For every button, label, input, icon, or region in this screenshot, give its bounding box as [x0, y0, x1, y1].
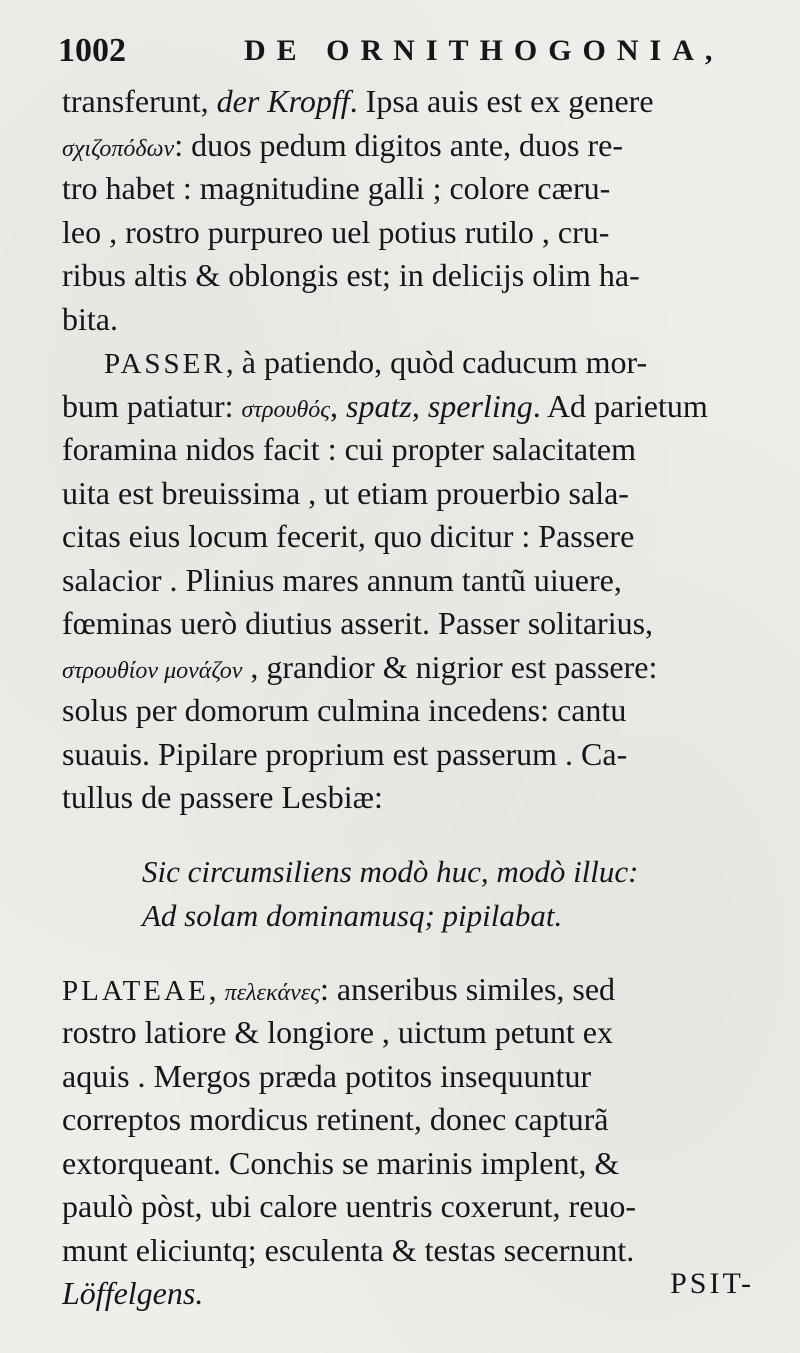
text-line: [62, 385, 762, 429]
text-line: [62, 968, 762, 1012]
text-run: ,: [330, 387, 347, 424]
verse-gap-bottom: [62, 938, 762, 968]
passage-plateae: [62, 968, 762, 1316]
greek-term: σχιζοπόδων: [62, 135, 175, 162]
running-title: DE ORNITHOGONIA,: [244, 34, 724, 67]
text-run: . Ipsa auis est ex genere: [349, 83, 654, 119]
text-run: correptos mordicus retinent, donec capturã: [62, 1101, 609, 1137]
entry-headword: PLATEAE: [62, 974, 209, 1007]
text-run: , à patiendo, quòd caducum mor-: [225, 344, 648, 380]
text-line: [62, 776, 762, 820]
text-line: [62, 254, 762, 298]
text-line: [62, 211, 762, 255]
text-line: [62, 515, 762, 559]
text-run: fœminas uerò diutius asserit. Passer solitarius,: [62, 605, 654, 641]
text-run: solus per domorum culmina incedens: cantu: [62, 692, 627, 728]
text-line: [62, 1055, 762, 1099]
text-run: leo , rostro purpureo uel potius rutilo , cru-: [62, 213, 610, 250]
text-line: [62, 1142, 762, 1186]
text-run: transferunt,: [62, 83, 217, 119]
text-line: [62, 602, 762, 646]
page-header: [58, 26, 758, 76]
verse-line: Sic circumsiliens modò huc, modò illuc:: [142, 853, 639, 889]
passage-onocrotalus-passer: [62, 80, 762, 820]
text-line: [62, 298, 762, 342]
text-run: bita.: [62, 300, 118, 337]
greek-term: πελεκάνες: [224, 979, 320, 1006]
verse-gap-top: [62, 820, 762, 850]
text-run: uita est breuissima , ut etiam prouerbio sala-: [62, 474, 629, 511]
text-run: tullus de passere Lesbiæ:: [62, 779, 383, 815]
text-run: aquis . Mergos præda potitos insequuntur: [62, 1057, 592, 1094]
body-text: [62, 80, 762, 1316]
catchword: PSIT-: [670, 1267, 754, 1300]
vernacular-term: spatz, sperling: [346, 387, 533, 424]
verse-quotation: [62, 850, 762, 938]
vernacular-term: der Kropff: [216, 83, 350, 119]
text-run: salacior . Plinius mares annum tantũ uiuere,: [62, 561, 622, 598]
text-run: ribus altis & oblongis est; in delicijs olim ha-: [62, 257, 640, 293]
text-line: [62, 559, 762, 603]
text-line: [62, 733, 762, 777]
page-number: 1002: [58, 32, 126, 69]
text-run: ,: [208, 970, 225, 1007]
verse-line: Ad solam dominamusq; pipilabat.: [142, 897, 563, 933]
text-run: . Ad parietum: [532, 387, 708, 424]
text-line: [62, 124, 762, 168]
text-line: [62, 1011, 762, 1055]
text-run: citas eius locum fecerit, quo dicitur : Passere: [62, 518, 635, 554]
text-run: tro habet : magnitudine galli ; colore cæru-: [62, 170, 611, 206]
text-run: foramina nidos facit : cui propter salacitatem: [62, 431, 636, 467]
text-run: extorqueant. Conchis se marinis implent, &: [62, 1144, 620, 1181]
text-run: munt eliciuntq; esculenta & testas secernunt.: [62, 1231, 635, 1268]
text-run: rostro latiore & longiore , uictum petunt ex: [62, 1014, 613, 1050]
text-line: [62, 341, 762, 385]
text-run: , grandior & nigrior est passere:: [242, 648, 658, 685]
text-line: [62, 80, 762, 124]
text-line: [62, 646, 762, 690]
text-run: bum patiatur:: [62, 387, 242, 424]
text-run: suauis. Pipilare proprium est passerum . Ca-: [62, 735, 628, 772]
greek-term: στρουθίον μονάζον: [62, 657, 243, 684]
text-line: [62, 1098, 762, 1142]
text-line: [62, 428, 762, 472]
text-run: paulò pòst, ubi calore uentris coxerunt, reuo-: [62, 1188, 637, 1224]
entry-headword: PASSER: [104, 348, 226, 380]
text-line: [62, 1185, 762, 1229]
text-line: [62, 472, 762, 516]
text-line: [62, 167, 762, 211]
text-run: : duos pedum digitos ante, duos re-: [174, 126, 624, 163]
text-line: [62, 689, 762, 733]
greek-term: στρουθός: [241, 396, 331, 423]
vernacular-term: Löffelgens.: [62, 1275, 204, 1311]
text-run: : anseribus similes, sed: [319, 970, 616, 1007]
text-line: [62, 1229, 762, 1273]
text-line: [62, 1272, 762, 1316]
